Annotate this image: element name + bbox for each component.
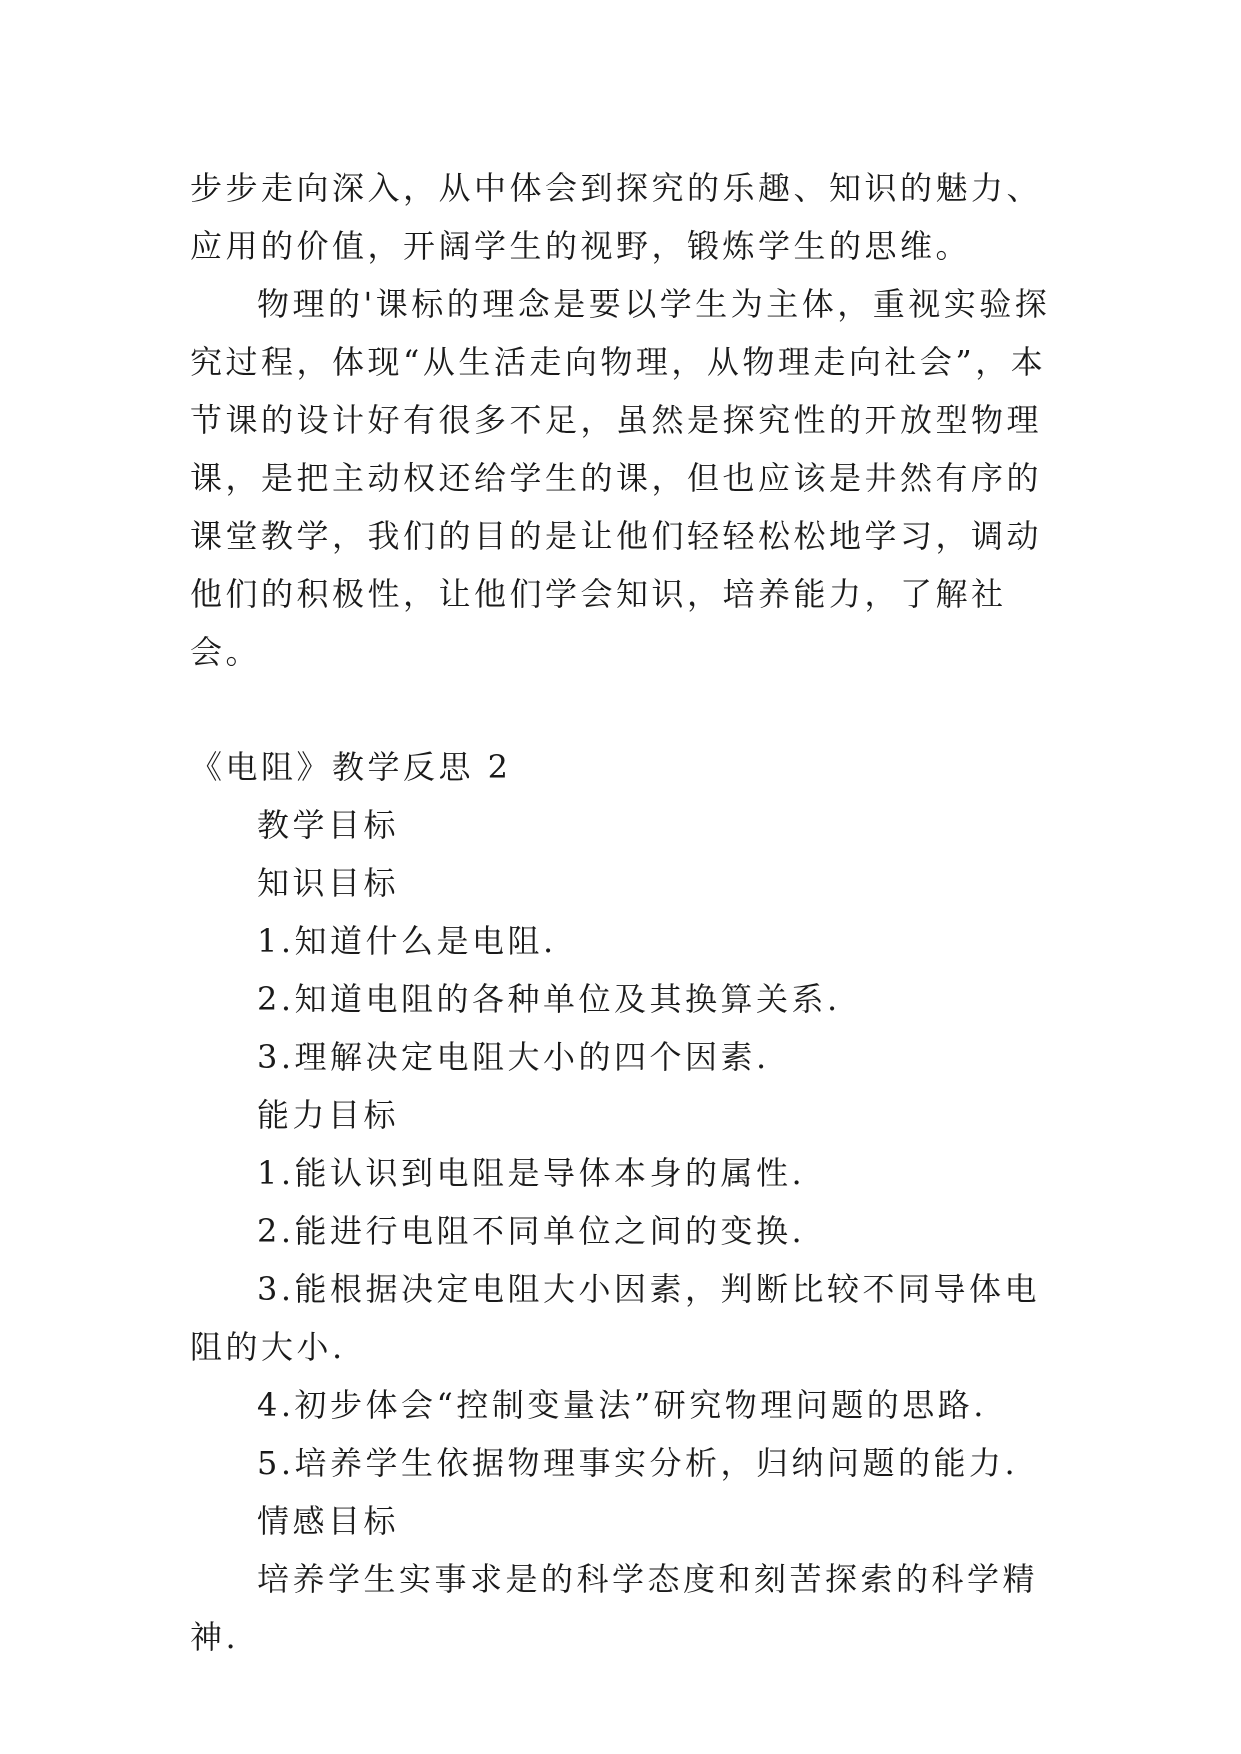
heading-teaching-objectives: 教学目标	[257, 806, 400, 844]
list-item: 3.理解决定电阻大小的四个因素.	[257, 1038, 770, 1076]
heading-knowledge-objectives: 知识目标	[257, 864, 400, 902]
heading-ability-objectives: 能力目标	[257, 1096, 400, 1134]
section-title: 《电阻》教学反思 2	[190, 748, 512, 786]
list-item: 培养学生实事求是的科学态度和刻苦探索的科学精神.	[190, 1560, 1039, 1656]
paragraph-continuation: 步步走向深入，从中体会到探究的乐趣、知识的魅力、应用的价值，开阔学生的视野，锻炼学生的思维。	[190, 169, 1043, 265]
document-body	[190, 159, 1058, 1666]
list-item: 5.培养学生依据物理事实分析，归纳问题的能力.	[257, 1444, 1019, 1482]
list-item: 1.知道什么是电阻.	[257, 922, 557, 960]
list-item: 2.知道电阻的各种单位及其换算关系.	[257, 980, 841, 1018]
list-item: 3.能根据决定电阻大小因素，判断比较不同导体电阻的大小.	[190, 1270, 1041, 1366]
list-item: 2.能进行电阻不同单位之间的变换.	[257, 1212, 806, 1250]
list-item: 4.初步体会“控制变量法”研究物理问题的思路.	[257, 1386, 987, 1424]
list-item: 1.能认识到电阻是导体本身的属性.	[257, 1154, 806, 1192]
heading-emotional-objectives: 情感目标	[257, 1502, 400, 1540]
paragraph-curriculum-philosophy: 物理的'课标的理念是要以学生为主体，重视实验探究过程，体现“从生活走向物理，从物理走向社会”，本节课的设计好有很多不足，虽然是探究性的开放型物理课，是把主动权还给学生的课，但也应该是井然有序的课堂教学，我们的目的是让他们轻轻松松地学习，调动他们的积极性，让他们学会知识，培养能力，了解社会。	[190, 285, 1051, 671]
